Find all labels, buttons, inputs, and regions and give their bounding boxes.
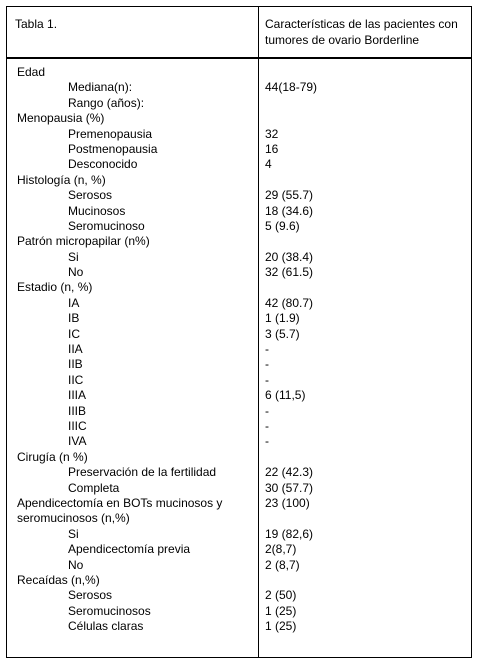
row-value: 44(18-79) <box>265 80 318 95</box>
table-row <box>7 342 471 357</box>
characteristics-table <box>6 6 472 658</box>
table-row <box>7 496 471 527</box>
table-row <box>7 434 471 449</box>
row-value: 2 (50) <box>265 588 297 603</box>
table-row <box>7 388 471 403</box>
table-row <box>7 542 471 557</box>
row-label: Completa <box>68 480 120 495</box>
row-value: - <box>265 434 269 449</box>
table-row <box>7 219 471 234</box>
table-row <box>7 357 471 372</box>
row-label: Si <box>68 526 79 541</box>
table-row <box>7 234 471 249</box>
row-value: 29 (55.7) <box>265 188 314 203</box>
row-value: - <box>265 357 269 372</box>
table-row <box>7 327 471 342</box>
row-label: Desconocido <box>68 157 138 172</box>
row-value: 5 (9.6) <box>265 218 300 233</box>
row-value: 42 (80.7) <box>265 295 314 310</box>
row-value: 4 <box>265 157 272 172</box>
row-label: IIA <box>68 342 83 357</box>
row-label: IIB <box>68 357 83 372</box>
table-caption: Tabla 1. <box>15 17 58 31</box>
row-value: 19 (82,6) <box>265 526 314 541</box>
row-label: No <box>68 265 84 280</box>
row-label: Seromucinosos <box>68 603 151 618</box>
table-row <box>7 127 471 142</box>
row-label: Serosos <box>68 188 113 203</box>
row-label: IA <box>68 295 80 310</box>
table-row <box>7 96 471 111</box>
table-row <box>7 157 471 172</box>
row-value: 23 (100) <box>265 495 310 510</box>
row-label: Estadio (n, %) <box>17 280 93 295</box>
row-label: Histología (n, %) <box>17 172 106 187</box>
row-label: Cirugía (n %) <box>17 449 88 464</box>
row-label: IIIA <box>68 388 87 403</box>
row-label: Patrón micropapilar (n%) <box>17 234 150 249</box>
table-row <box>7 404 471 419</box>
row-label: IIC <box>68 372 84 387</box>
row-label: Mucinosos <box>68 203 126 218</box>
row-label: Premenopausia <box>68 126 153 141</box>
table-row <box>7 296 471 311</box>
row-value: - <box>265 342 269 357</box>
table-row <box>7 481 471 496</box>
row-label: Serosos <box>68 588 113 603</box>
row-value: 1 (25) <box>265 603 297 618</box>
table-row <box>7 188 471 203</box>
row-label: No <box>68 557 84 572</box>
table-row <box>7 619 471 634</box>
row-value: 30 (57.7) <box>265 480 314 495</box>
row-label: Preservación de la fertilidad <box>68 465 217 480</box>
row-value: 22 (42.3) <box>265 465 314 480</box>
row-label: Células claras <box>68 619 144 634</box>
row-value: 20 (38.4) <box>265 249 314 264</box>
row-label: Si <box>68 249 79 264</box>
row-label: Menopausia (%) <box>17 111 105 126</box>
table-row <box>7 265 471 280</box>
row-value: 32 <box>265 126 279 141</box>
table-row <box>7 450 471 465</box>
row-label: Recaídas (n,%) <box>17 572 100 587</box>
row-label: Apendicectomía en BOTs mucinosos y seromucinosos (n,%) <box>17 495 223 526</box>
table-row <box>7 465 471 480</box>
row-label: Postmenopausia <box>68 141 158 156</box>
table-row <box>7 573 471 588</box>
row-value: 2(8,7) <box>265 542 297 557</box>
row-label: Mediana(n): <box>68 80 133 95</box>
row-label: IIIC <box>68 418 87 433</box>
column-header: Características de las pacientes con tumores de ovario Borderline <box>265 17 458 47</box>
table-row <box>7 604 471 619</box>
table-row <box>7 419 471 434</box>
row-value: 1 (1.9) <box>265 311 300 326</box>
header-divider <box>7 57 471 59</box>
row-value: 2 (8,7) <box>265 557 300 572</box>
row-value: 18 (34.6) <box>265 203 314 218</box>
row-value: - <box>265 418 269 433</box>
row-label: IVA <box>68 434 87 449</box>
row-label: IB <box>68 311 80 326</box>
row-value: - <box>265 403 269 418</box>
row-label: IIIB <box>68 403 87 418</box>
table-row <box>7 250 471 265</box>
row-value: 6 (11,5) <box>265 388 306 403</box>
row-value: 32 (61.5) <box>265 265 314 280</box>
row-value: 16 <box>265 141 279 156</box>
row-label: Rango (años): <box>68 95 145 110</box>
row-value: 3 (5.7) <box>265 326 300 341</box>
table-row <box>7 142 471 157</box>
table-row <box>7 373 471 388</box>
row-value: - <box>265 372 269 387</box>
table-row <box>7 65 471 80</box>
table-body <box>7 65 471 634</box>
table-row <box>7 280 471 295</box>
row-label: Edad <box>17 65 46 79</box>
table-row <box>7 111 471 126</box>
row-label: IC <box>68 326 80 341</box>
table-row <box>7 558 471 573</box>
table-row <box>7 527 471 542</box>
row-value: 1 (25) <box>265 619 297 634</box>
table-row <box>7 588 471 603</box>
table-row <box>7 173 471 188</box>
row-label: Seromucinoso <box>68 218 145 233</box>
table-row <box>7 204 471 219</box>
table-row <box>7 311 471 326</box>
table-row <box>7 80 471 95</box>
row-label: Apendicectomía previa <box>68 542 191 557</box>
